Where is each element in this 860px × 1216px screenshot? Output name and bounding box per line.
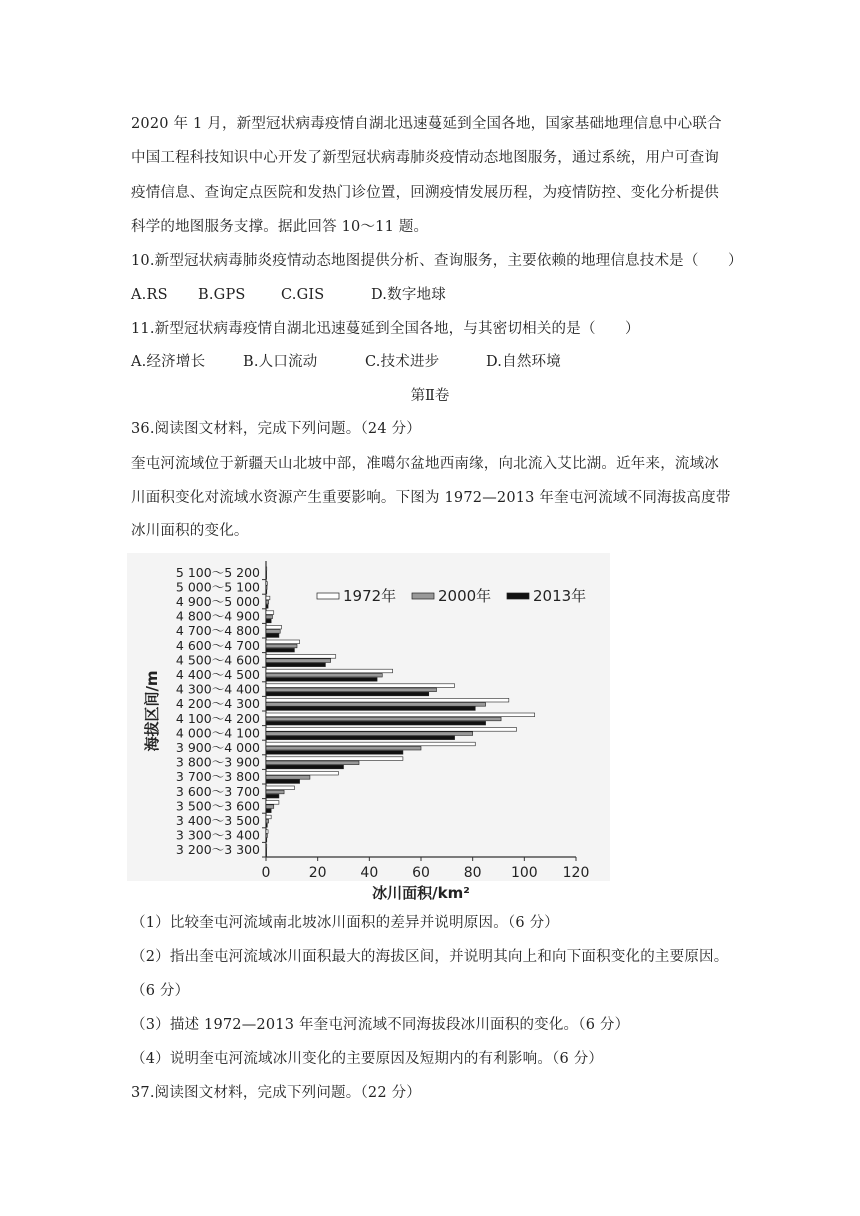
- x-tick-label: 0: [261, 865, 271, 881]
- option-b: B.人口流动: [243, 354, 318, 370]
- bar-2013年: [266, 692, 429, 696]
- bar-2013年: [266, 648, 294, 652]
- bar-2013年: [266, 838, 267, 842]
- bar-1972年: [266, 684, 455, 688]
- y-tick-label: 4 800～4 900: [175, 608, 260, 624]
- option-b: B.GPS: [198, 287, 246, 303]
- material-line-1: 奎屯河流域位于新疆天山北坡中部，准噶尔盆地西南缘，向北流入艾比湖。近年来，流域冰: [131, 456, 719, 472]
- x-tick-label: 20: [308, 865, 327, 881]
- bar-2000年: [266, 805, 274, 809]
- x-tick-label: 60: [412, 865, 430, 881]
- option-a: A.经济增长: [131, 354, 206, 370]
- bar-2000年: [266, 834, 267, 838]
- bar-2000年: [266, 688, 437, 692]
- sub-question-2-cont: （6 分）: [131, 983, 190, 999]
- y-tick-label: 4 500～4 600: [175, 652, 260, 668]
- y-tick-label: 3 500～3 600: [175, 798, 260, 814]
- bar-2000年: [266, 571, 267, 575]
- bar-1972年: [266, 713, 535, 717]
- y-tick-label: 4 300～4 400: [175, 681, 260, 697]
- bar-1972年: [266, 611, 274, 615]
- bar-2013年: [266, 736, 455, 740]
- y-tick-label: 4 400～4 500: [175, 667, 260, 682]
- bar-1972年: [266, 582, 267, 586]
- question-36-stem: 36.阅读图文材料，完成下列问题。（24 分）: [131, 421, 421, 437]
- y-tick-label: 5 100～5 200: [175, 564, 260, 580]
- option-d: D.自然环境: [486, 354, 561, 370]
- bar-2013年: [266, 707, 475, 711]
- y-tick-label: 4 200～4 300: [175, 696, 260, 712]
- option-a: A.RS: [131, 287, 168, 303]
- bar-2013年: [266, 634, 279, 638]
- legend-label: 1972年: [343, 587, 397, 605]
- legend-label: 2013年: [533, 587, 587, 605]
- bar-2000年: [266, 644, 297, 648]
- y-tick-label: 3 200～3 300: [175, 842, 260, 858]
- x-tick-label: 80: [463, 865, 482, 881]
- material-line-2: 川面积变化对流域水资源产生重要影响。下图为 1972—2013 年奎屯河流域不同海拔高度带: [131, 490, 731, 506]
- bar-2013年: [266, 809, 271, 813]
- legend-swatch: [317, 593, 339, 599]
- bar-2000年: [266, 819, 269, 823]
- bar-2000年: [266, 659, 331, 663]
- bar-1972年: [266, 655, 336, 659]
- bar-1972年: [266, 596, 270, 600]
- sub-question-4: （4）说明奎屯河流域冰川变化的主要原因及短期内的有利影响。（6 分）: [131, 1051, 604, 1067]
- bar-2000年: [266, 746, 421, 750]
- question-11-options: [131, 350, 561, 371]
- bar-1972年: [266, 567, 267, 571]
- intro-line-4: 科学的地图服务支撑。据此回答 10～11 题。: [131, 219, 429, 235]
- section-title: 第Ⅱ卷: [410, 388, 450, 404]
- question-11-stem: 11.新型冠状病毒疫情自湖北迅速蔓延到全国各地，与其密切相关的是（ ）: [131, 321, 640, 337]
- legend-swatch: [412, 593, 434, 599]
- glacier-area-chart: [127, 553, 610, 902]
- bar-2013年: [266, 721, 486, 725]
- bar-2013年: [266, 575, 267, 579]
- bar-1972年: [266, 757, 403, 761]
- bar-2013年: [266, 765, 344, 769]
- bar-1972年: [266, 830, 268, 834]
- bar-2000年: [266, 615, 272, 619]
- bar-1972年: [266, 771, 338, 775]
- y-tick-label: 4 600～4 700: [175, 637, 260, 653]
- option-c: C.GIS: [281, 287, 325, 303]
- bar-2000年: [266, 630, 280, 634]
- bar-2000年: [266, 703, 486, 707]
- material-line-3: 冰川面积的变化。: [131, 523, 249, 539]
- bar-1972年: [266, 669, 393, 673]
- bar-2013年: [266, 678, 377, 682]
- bar-2013年: [266, 824, 267, 828]
- y-tick-label: 3 400～3 500: [175, 813, 260, 828]
- y-tick-label: 3 900～4 000: [175, 740, 260, 755]
- bar-2013年: [266, 590, 267, 594]
- bar-1972年: [266, 625, 282, 629]
- y-tick-label: 3 300～3 400: [175, 827, 260, 843]
- bar-1972年: [266, 742, 475, 746]
- intro-line-2: 中国工程科技知识中心开发了新型冠状病毒肺炎疫情动态地图服务，通过系统，用户可查询: [131, 150, 719, 166]
- y-tick-label: 3 700～3 800: [175, 769, 260, 785]
- x-tick-label: 40: [360, 865, 379, 881]
- x-tick-label: 120: [562, 865, 590, 881]
- question-10-options: [131, 283, 446, 304]
- legend-label: 2000年: [438, 587, 492, 605]
- y-tick-label: 4 900～5 000: [175, 594, 260, 609]
- bar-2013年: [266, 780, 300, 784]
- bar-1972年: [266, 815, 271, 819]
- question-37-stem: 37.阅读图文材料，完成下列问题。（22 分）: [131, 1085, 421, 1101]
- bar-2000年: [266, 586, 267, 590]
- bar-1972年: [266, 728, 517, 732]
- bar-2000年: [266, 849, 267, 853]
- bar-1972年: [266, 698, 509, 702]
- bar-2013年: [266, 605, 268, 609]
- y-axis-label: 海拔区间/m: [143, 670, 161, 752]
- bar-1972年: [266, 786, 294, 790]
- bar-2013年: [266, 853, 267, 857]
- legend-swatch: [507, 593, 529, 599]
- question-10-stem: 10.新型冠状病毒肺炎疫情动态地图提供分析、查询服务，主要依赖的地理信息技术是（ ）: [131, 253, 743, 269]
- option-d: D.数字地球: [371, 287, 446, 303]
- bar-2000年: [266, 776, 310, 780]
- bar-2000年: [266, 673, 382, 677]
- bar-2013年: [266, 663, 325, 667]
- bar-2000年: [266, 761, 359, 765]
- sub-question-2: （2）指出奎屯河流域冰川面积最大的海拔区间，并说明其向上和向下面积变化的主要原因。: [131, 949, 729, 965]
- y-tick-label: 4 700～4 800: [175, 623, 260, 639]
- bar-2013年: [266, 751, 403, 755]
- bar-2000年: [266, 717, 501, 721]
- bar-2000年: [266, 732, 473, 736]
- glacier-area-chart-svg: [127, 553, 610, 902]
- sub-question-3: （3）描述 1972—2013 年奎屯河流域不同海拔段冰川面积的变化。（6 分）: [131, 1017, 630, 1033]
- x-axis-label: 冰川面积/km²: [372, 884, 470, 902]
- x-tick-label: 100: [510, 865, 538, 881]
- bar-2000年: [266, 790, 284, 794]
- bar-2013年: [266, 794, 279, 798]
- y-tick-label: 3 800～3 900: [175, 754, 260, 770]
- y-tick-label: 4 000～4 100: [175, 725, 260, 741]
- y-tick-label: 4 100～4 200: [175, 710, 260, 726]
- sub-question-1: （1）比较奎屯河流域南北坡冰川面积的差异并说明原因。（6 分）: [131, 915, 560, 931]
- bar-1972年: [266, 801, 279, 805]
- intro-line-3: 疫情信息、查询定点医院和发热门诊位置，回溯疫情发展历程，为疫情防控、变化分析提供: [131, 185, 719, 201]
- bar-2013年: [266, 619, 271, 623]
- bar-2000年: [266, 600, 269, 604]
- y-tick-label: 3 600～3 700: [175, 783, 260, 799]
- bar-1972年: [266, 640, 300, 644]
- option-c: C.技术进步: [365, 354, 440, 370]
- intro-line-1: 2020 年 1 月，新型冠状病毒疫情自湖北迅速蔓延到全国各地，国家基础地理信息中心联合: [131, 116, 722, 132]
- y-tick-label: 5 000～5 100: [175, 579, 260, 595]
- bar-1972年: [266, 844, 267, 848]
